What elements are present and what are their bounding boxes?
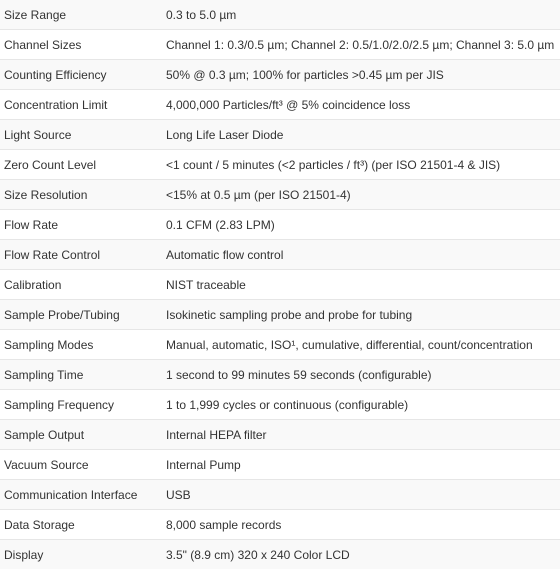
spec-row-size-resolution (0, 180, 560, 210)
spec-label: Sampling Time (0, 360, 162, 390)
spec-value: Internal HEPA filter (162, 420, 560, 450)
spec-label: Zero Count Level (0, 150, 162, 180)
spec-label: Size Resolution (0, 180, 162, 210)
spec-value: Long Life Laser Diode (162, 120, 560, 150)
spec-value: 4,000,000 Particles/ft³ @ 5% coincidence loss (162, 90, 560, 120)
spec-value: Internal Pump (162, 450, 560, 480)
spec-row-sample-output (0, 420, 560, 450)
spec-row-sampling-frequency (0, 390, 560, 420)
spec-label: Size Range (0, 0, 162, 30)
spec-label: Sample Output (0, 420, 162, 450)
spec-value: 3.5" (8.9 cm) 320 x 240 Color LCD (162, 540, 560, 569)
spec-value: 1 to 1,999 cycles or continuous (configurable) (162, 390, 560, 420)
spec-label: Light Source (0, 120, 162, 150)
spec-label: Sampling Frequency (0, 390, 162, 420)
spec-row-size-range (0, 0, 560, 30)
spec-label: Flow Rate Control (0, 240, 162, 270)
spec-value: USB (162, 480, 560, 510)
spec-value: <15% at 0.5 µm (per ISO 21501-4) (162, 180, 560, 210)
spec-value: 0.1 CFM (2.83 LPM) (162, 210, 560, 240)
spec-row-display (0, 540, 560, 569)
spec-label: Sample Probe/Tubing (0, 300, 162, 330)
spec-value: NIST traceable (162, 270, 560, 300)
spec-value: Automatic flow control (162, 240, 560, 270)
spec-row-counting-efficiency (0, 60, 560, 90)
spec-value: 0.3 to 5.0 µm (162, 0, 560, 30)
spec-row-flow-rate-control (0, 240, 560, 270)
spec-label: Concentration Limit (0, 90, 162, 120)
spec-value: Channel 1: 0.3/0.5 µm; Channel 2: 0.5/1.0/2.0/2.5 µm; Channel 3: 5.0 µm (162, 30, 560, 60)
spec-row-channel-sizes (0, 30, 560, 60)
spec-row-zero-count-level (0, 150, 560, 180)
spec-value: 1 second to 99 minutes 59 seconds (configurable) (162, 360, 560, 390)
spec-label: Flow Rate (0, 210, 162, 240)
spec-label: Communication Interface (0, 480, 162, 510)
spec-value: 50% @ 0.3 µm; 100% for particles >0.45 µm per JIS (162, 60, 560, 90)
spec-label: Data Storage (0, 510, 162, 540)
spec-label: Calibration (0, 270, 162, 300)
spec-row-sample-probe-tubing (0, 300, 560, 330)
spec-row-vacuum-source (0, 450, 560, 480)
spec-row-light-source (0, 120, 560, 150)
spec-label: Counting Efficiency (0, 60, 162, 90)
spec-row-flow-rate (0, 210, 560, 240)
spec-label: Channel Sizes (0, 30, 162, 60)
spec-value: Isokinetic sampling probe and probe for tubing (162, 300, 560, 330)
spec-label: Sampling Modes (0, 330, 162, 360)
spec-row-concentration-limit (0, 90, 560, 120)
spec-row-sampling-time (0, 360, 560, 390)
spec-label: Vacuum Source (0, 450, 162, 480)
spec-row-calibration (0, 270, 560, 300)
spec-value: Manual, automatic, ISO¹, cumulative, differential, count/concentration (162, 330, 560, 360)
spec-row-sampling-modes (0, 330, 560, 360)
spec-row-data-storage (0, 510, 560, 540)
spec-label: Display (0, 540, 162, 569)
spec-row-communication-interface (0, 480, 560, 510)
spec-value: 8,000 sample records (162, 510, 560, 540)
spec-value: <1 count / 5 minutes (<2 particles / ft³) (per ISO 21501-4 & JIS) (162, 150, 560, 180)
